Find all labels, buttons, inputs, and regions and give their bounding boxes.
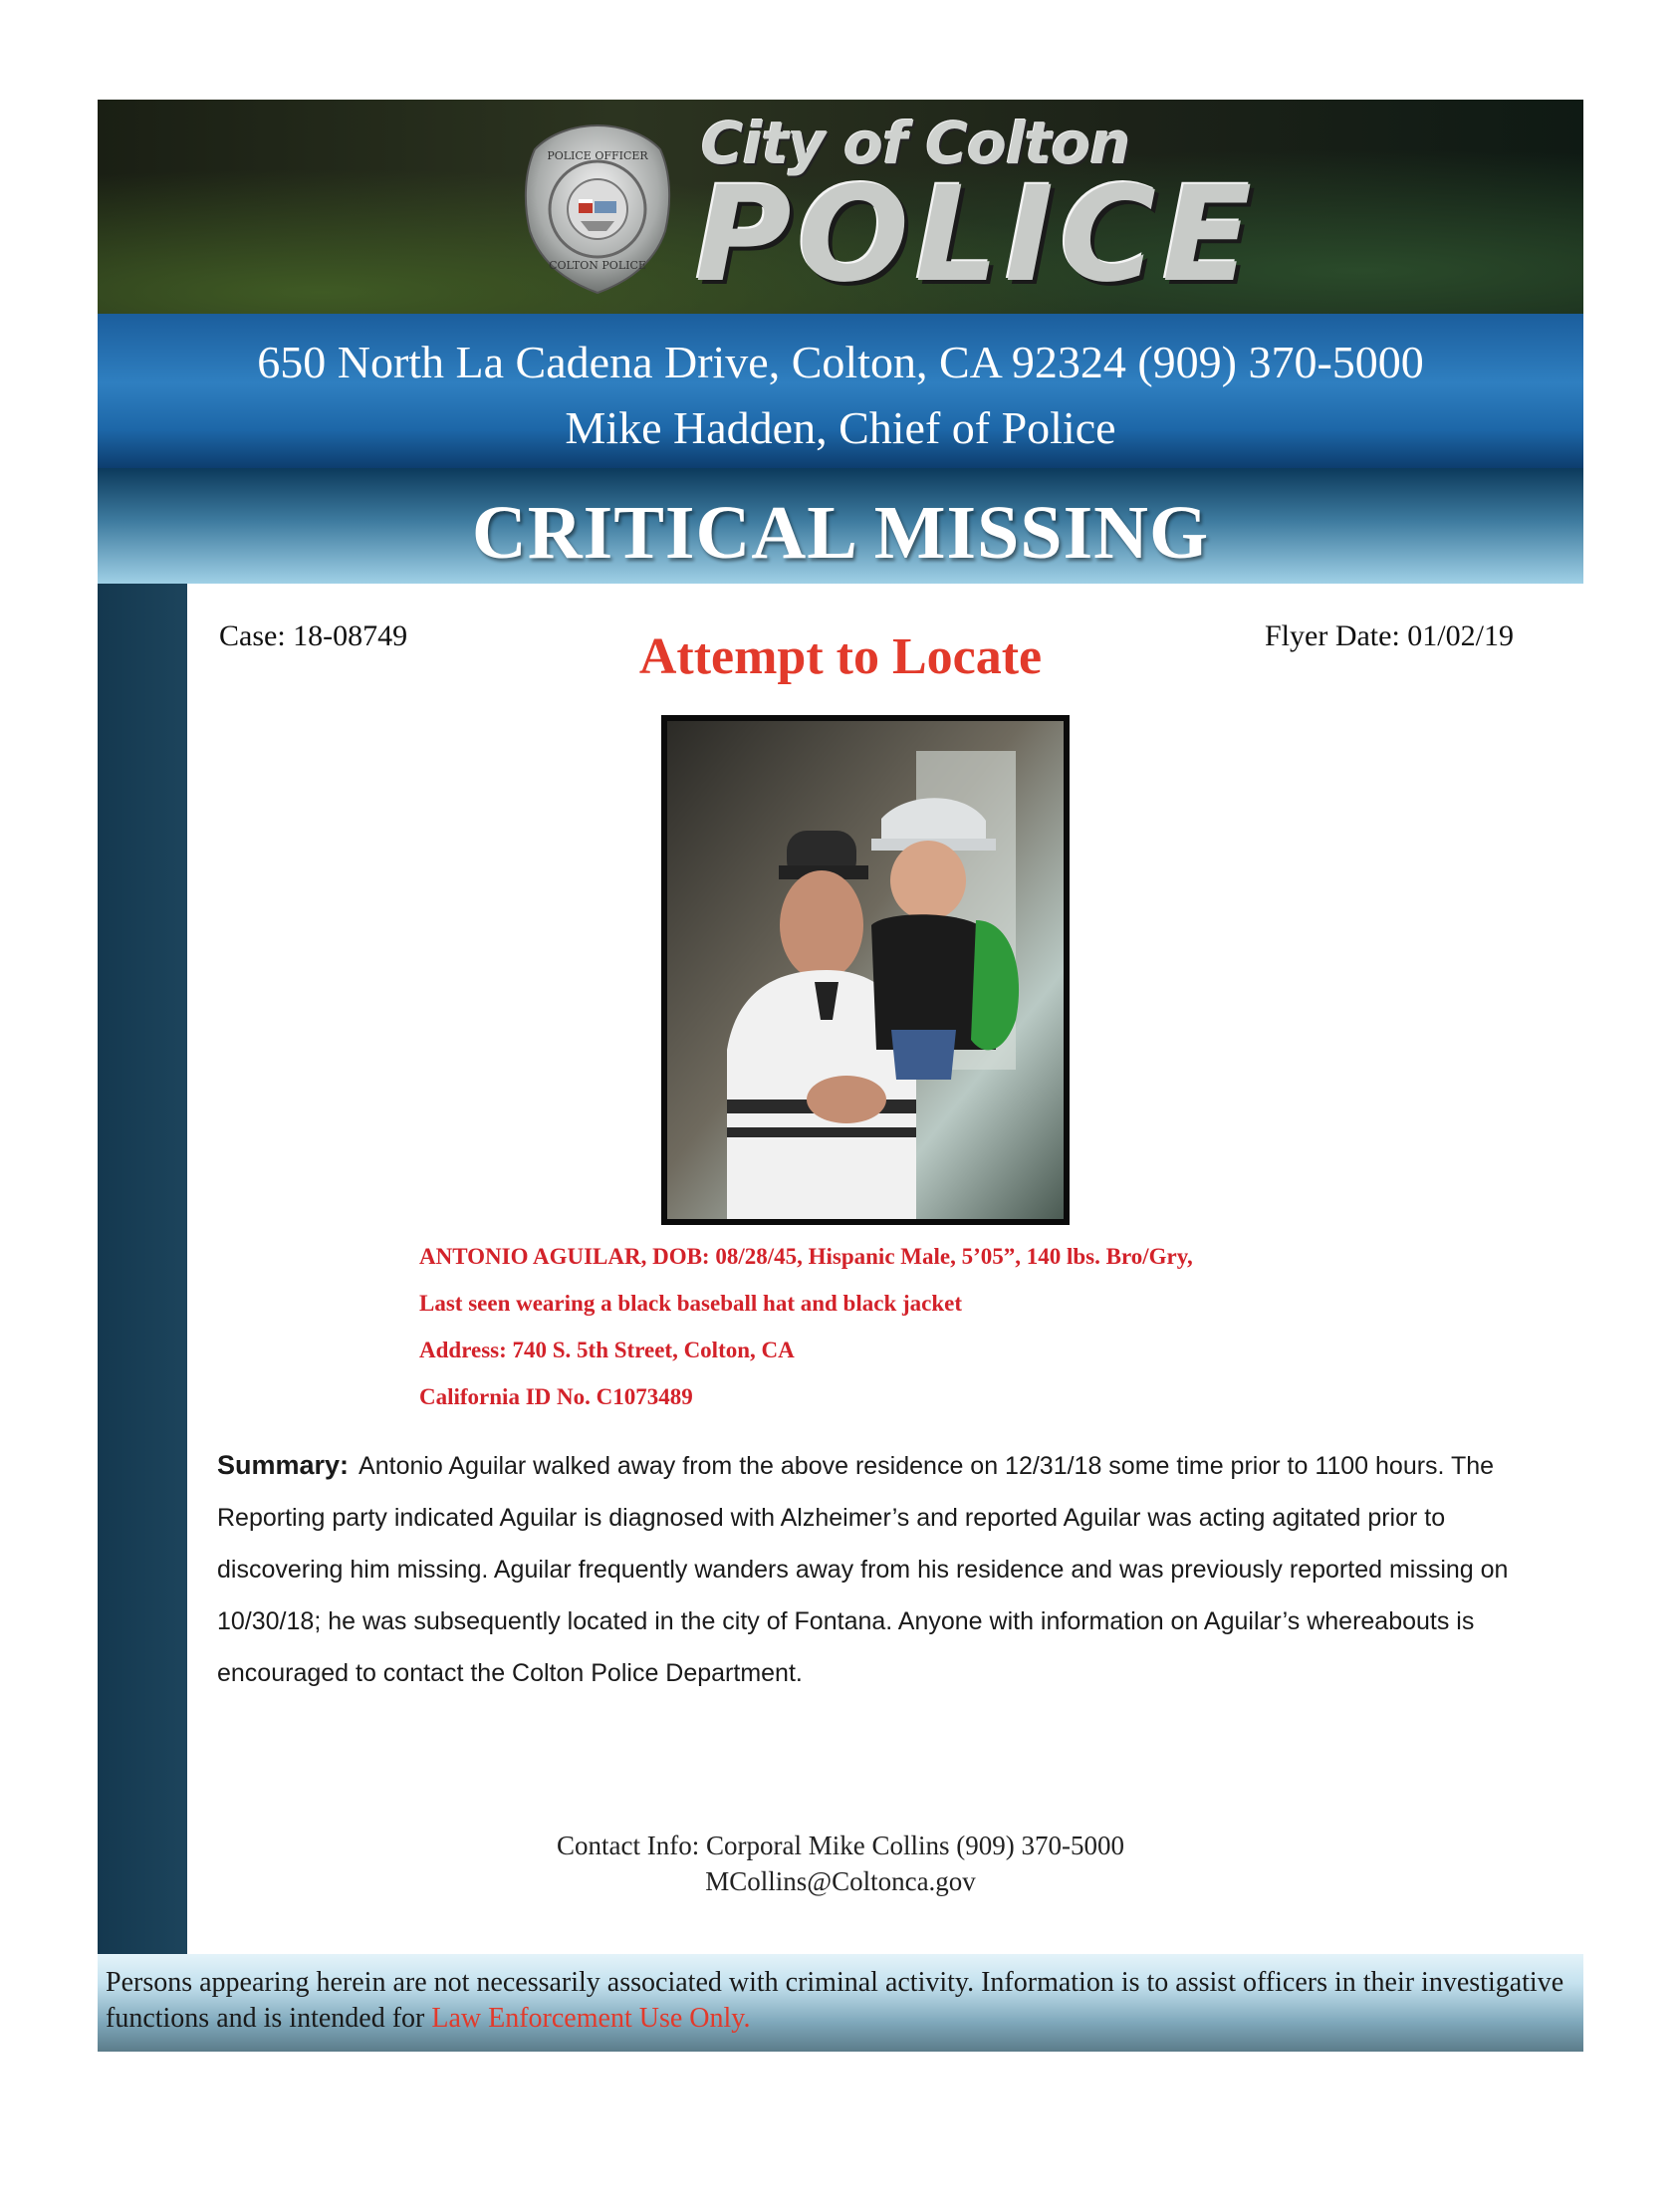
page-title: CRITICAL MISSING xyxy=(471,491,1210,575)
disclaimer-text: Persons appearing herein are not necessarily associated with criminal activity. Information is to assist officers in their investigative functions and is intended for xyxy=(106,1967,1564,2034)
last-seen-line: Last seen wearing a black baseball hat and black jacket xyxy=(419,1291,963,1316)
attempt-to-locate-heading: Attempt to Locate xyxy=(638,628,1043,685)
address-band xyxy=(98,314,1583,468)
subject-name-line: ANTONIO AGUILAR, DOB: 08/28/45, Hispanic Male, 5’05”, 140 lbs. Bro/Gry, xyxy=(419,1244,1193,1269)
subject-photo xyxy=(661,715,1070,1225)
summary-label: Summary: xyxy=(217,1450,350,1480)
city-name: City of Colton xyxy=(701,110,1130,177)
law-enforcement-only: Law Enforcement Use Only. xyxy=(431,2003,751,2034)
address-line: 650 North La Cadena Drive, Colton, CA 92324 (909) 370-5000 xyxy=(257,337,1424,387)
chief-line: Mike Hadden, Chief of Police xyxy=(565,402,1116,453)
badge-bottom-text: COLTON POLICE xyxy=(549,259,646,272)
department-name: POLICE xyxy=(695,158,1259,312)
contact-email: MCollins@Coltonca.gov xyxy=(705,1866,976,1896)
contact-info xyxy=(98,1828,1583,1899)
flyer xyxy=(98,100,1583,2081)
footer-disclaimer xyxy=(98,1954,1583,2052)
badge-top-text: POLICE OFFICER xyxy=(547,149,648,162)
contact-line: Contact Info: Corporal Mike Collins (909) 370-5000 xyxy=(557,1831,1124,1860)
police-badge-icon xyxy=(521,122,675,296)
summary-paragraph xyxy=(217,1439,1512,1699)
flyer-date: Flyer Date: 01/02/19 xyxy=(1265,619,1514,652)
subject-details xyxy=(419,1233,1193,1420)
id-line: California ID No. C1073489 xyxy=(419,1384,693,1409)
address-line-subject: Address: 740 S. 5th Street, Colton, CA xyxy=(419,1338,795,1362)
case-number: Case: 18-08749 xyxy=(219,619,408,652)
header-banner xyxy=(98,100,1583,314)
summary-text: Antonio Aguilar walked away from the above residence on 12/31/18 some time prior to 1100 hours. The Reporting party indicated Aguilar is diagnosed with Alzheimer’s and reported Aguilar was acting agitated prior to discovering him missing. Aguilar frequently wanders away from his residence and was previously reported missing on 10/30/18; he was subsequently located in the city of Fontana. Anyone with information on Aguilar’s whereabouts is encouraged to contact the Colton Police Department. xyxy=(217,1452,1509,1687)
